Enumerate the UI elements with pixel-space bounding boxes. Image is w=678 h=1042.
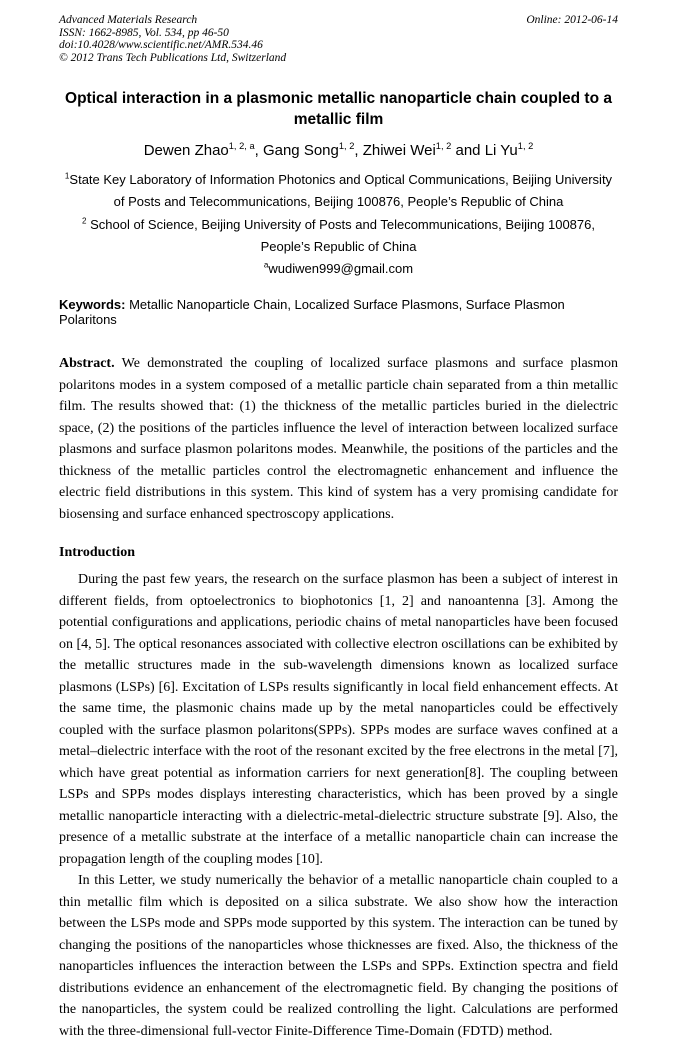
journal-name: Advanced Materials Research — [59, 14, 198, 26]
abstract-paragraph — [59, 353, 618, 525]
introduction-paragraph-2: In this Letter, we study numerically the behavior of a metallic nanoparticle chain coupled to a thin metallic film which is deposited on a silica substrate. We also show how the interaction between the LSPs mode and SPPs mode supported by this system. The interaction can be tuned by changing the positions of the nanoparticles whose thicknesses are fixed. Also, the thickness of the nanoparticles influences the interaction between the LSPs and SPPs. Extinction spectra and field distributions evidence an enhancement of the electromagnetic field. By changing the positions of the nanoparticles, the system could be realized controlling the light. Calculations are performed with the three-dimensional full-vector Finite-Difference Time-Domain (FDTD) method. — [59, 873, 618, 1039]
abstract-text: We demonstrated the coupling of localized surface plasmons and surface plasmon polaritons modes in a system composed of a metallic particle chain separated from a thin metallic film. The results showed that: (1) the thickness of the metallic particles buried in the dielectric space, (2) the positions of the particles influence the level of interaction between localized surface plasmons and surface plasmon polaritons modes. Meanwhile, the positions of the particles and the thickness of the metallic particles control the electromagnetic enhancement and influence the electric field distributions in this system. This kind of system has a very promising candidate for biosensing and surface enhanced spectroscopy applications. — [59, 356, 618, 522]
email-marker: a — [263, 261, 269, 271]
affiliation-text: State Key Laboratory of Information Photonics and Optical Communications, Beijing University of Posts and Telecommunications, Beijing 100876, People’s Republic of China — [69, 172, 613, 209]
affiliation-1 — [59, 169, 618, 212]
author-separator: and — [451, 142, 485, 160]
keywords-text: Metallic Nanoparticle Chain, Localized Surface Plasmons, Surface Plasmon Polaritons — [59, 297, 565, 328]
abstract-label: Abstract. — [59, 356, 115, 372]
author-affil-marker: 1, 2 — [435, 141, 452, 152]
doi-line: doi:10.4028/www.scientific.net/AMR.534.46 — [59, 39, 263, 52]
online-date: Online: 2012-06-14 — [526, 14, 618, 26]
author-name: Li Yu — [484, 142, 518, 160]
author-name: Dewen Zhao — [143, 142, 229, 160]
affiliations-block — [59, 169, 618, 276]
author-affil-marker: 1, 2 — [338, 141, 355, 152]
author-line — [59, 142, 618, 159]
introduction-paragraph-1: During the past few years, the research on the surface plasmon has been a subject of interest in different fields, from optoelectronics to biophotonics [1, 2] and nanoantenna [3]. Among the potential configurations and applications, periodic chains of metal nanoparticles have been focused on [4, 5]. The optical resonances associated with collective electron oscillations can be exhibited by the metallic structures made in the sub-wavelength dimensions known as localized surface plasmons (LSPs) [6]. Excitation of LSPs results significantly in local field enhancement effects. At the same time, the plasmonic chains made up by the metal nanoparticles could be effectively coupled with the surface plasmon polaritons(SPPs). SPPs modes are surface waves confined at a metal–dielectric interface with the root of the resonant excited by the free electrons in the metal [7], which have great potential as information carriers for next generation[8]. The coupling between LSPs and SPPs modes displays interesting characteristics, which has been proved by a single metallic nanoparticle interacting with a dielectric-metal-dielectric structure substrate [9]. Also, the presence of a metallic substrate at the interface of a metallic nanoparticle chain can increase the propagation length of the coupling modes [10]. — [59, 572, 618, 867]
author-separator: , — [254, 142, 263, 160]
keywords-line — [59, 297, 618, 327]
author-affil-marker: 1, 2 — [517, 141, 534, 152]
keywords-label: Keywords: — [59, 297, 126, 313]
author-affil-marker: 1, 2, a — [228, 141, 255, 152]
issn-volume-line: ISSN: 1662-8985, Vol. 534, pp 46-50 — [59, 26, 229, 39]
copyright-line: © 2012 Trans Tech Publications Ltd, Switzerland — [59, 51, 287, 64]
section-heading-introduction: Introduction — [59, 545, 135, 561]
publication-header — [59, 14, 618, 64]
author-name: Zhiwei Wei — [362, 142, 436, 160]
affiliation-text: School of Science, Beijing University of Posts and Telecommunications, Beijing 100876, People’s Republic of China — [86, 217, 595, 254]
contact-email — [59, 261, 618, 276]
author-separator: , — [354, 142, 363, 160]
author-name: Gang Song — [262, 142, 339, 160]
affiliation-2 — [59, 214, 618, 257]
affiliation-marker: 1 — [64, 172, 70, 182]
affiliation-marker: 2 — [82, 217, 87, 227]
email-address: wudiwen999@gmail.com — [268, 261, 414, 277]
paper-title: Optical interaction in a plasmonic metallic nanoparticle chain coupled to a metallic film — [65, 90, 612, 129]
